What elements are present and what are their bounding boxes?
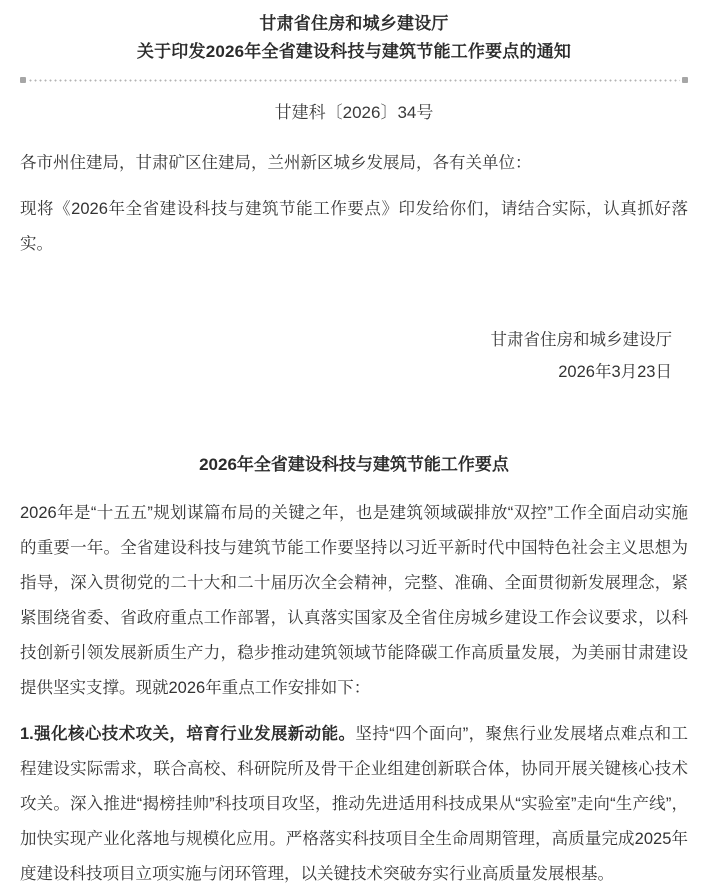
attachment-item-1-lead: 1.强化核心技术攻关，培育行业发展新动能。 xyxy=(20,725,356,743)
divider-cap-right xyxy=(682,77,688,83)
signature-block xyxy=(20,324,688,388)
divider-dots xyxy=(28,79,680,82)
attachment-intro-paragraph: 2026年是“十五五”规划谋篇布局的关键之年，也是建筑领域碳排放“双控”工作全面启动实施的重要一年。全省建设科技与建筑节能工作要坚持以习近平新时代中国特色社会主义思想为指导，深入贯彻党的二十大和二十届历次全会精神，完整、准确、全面贯彻新发展理念，紧紧围绕省委、省政府重点工作部署，认真落实国家及全省住房城乡建设工作会议要求，以科技创新引领发展新质生产力，稳步推动建筑领域节能降碳工作高质量发展，为美丽甘肃建设提供坚实支撑。现就2026年重点工作安排如下： xyxy=(20,504,688,697)
document-number: 甘建科〔2026〕34号 xyxy=(274,103,434,122)
document-masthead xyxy=(20,0,688,66)
attachment-heading: 2026年全省建设科技与建筑节能工作要点 xyxy=(199,455,509,474)
divider-cap-left xyxy=(20,77,26,83)
notice-main-text: 现将《2026年全省建设科技与建筑节能工作要点》印发给你们，请结合实际，认真抓好落实。 xyxy=(20,200,688,253)
signature-issuer: 甘肃省住房和城乡建设厅 xyxy=(490,331,672,349)
signature-date: 2026年3月23日 xyxy=(558,363,672,381)
attachment-body xyxy=(20,496,688,892)
masthead-divider xyxy=(20,74,688,86)
attachment-item-1-text: 坚持“四个面向”，聚焦行业发展堵点难点和工程建设实际需求，联合高校、科研院所及骨干企业组建创新联合体，协同开展关键核心技术攻关。深入推进“揭榜挂帅”科技项目攻坚，推动先进适用科技成果从“实验室”走向“生产线”，加快实现产业化落地与规模化应用。严格落实科技项目全生命周期管理，高质量完成2025年度建设科技项目立项实施与闭环管理，以关键技术突破夯实行业高质量发展根基。 xyxy=(20,725,688,883)
notice-addressees: 各市州住建局，甘肃矿区住建局，兰州新区城乡发展局，各有关单位： xyxy=(20,154,532,172)
document-title-line-2: 关于印发2026年全省建设科技与建筑节能工作要点的通知 xyxy=(136,42,572,61)
notice-body xyxy=(20,132,688,262)
attachment-item-1 xyxy=(20,717,688,892)
document-title-line-1: 甘肃省住房和城乡建设厅 xyxy=(259,14,449,33)
